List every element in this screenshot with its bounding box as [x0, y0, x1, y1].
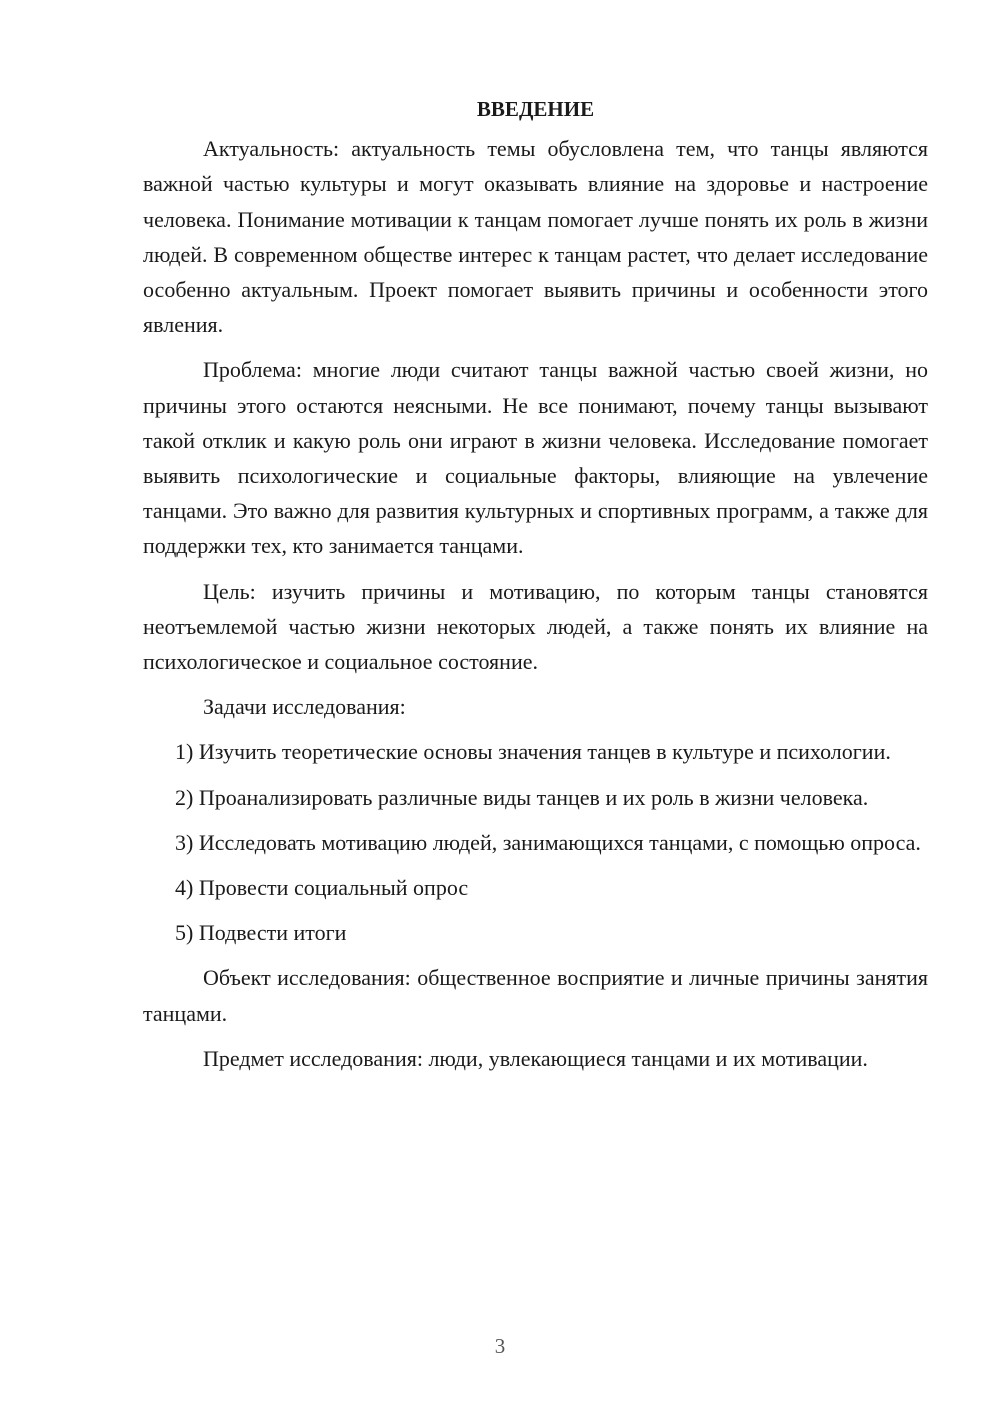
task-item: 3) Исследовать мотивацию людей, занимающихся танцами, с помощью опроса.	[175, 829, 921, 855]
task-item: 5) Подвести итоги	[175, 920, 347, 946]
task-item: 4) Провести социальный опрос	[175, 875, 469, 901]
section-title: ВВЕДЕНИЕ	[476, 97, 595, 121]
relevance-paragraph: Актуальность: актуальность темы обусловлена тем, что танцы являются важной частью культуры и могут оказывать влияние на здоровье и настроение человека. Понимание мотивации к танцам помогает лучше понять их роль в жизни людей. В современном обществе интерес к танцам растет, что делает исследование особенно актуальным. Проект помогает выявить причины и особенности этого явления.	[143, 136, 928, 338]
object-paragraph: Объект исследования: общественное восприятие и личные причины занятия танцами.	[143, 965, 928, 1026]
subject-paragraph: Предмет исследования: люди, увлекающиеся танцами и их мотивации.	[203, 1045, 868, 1071]
task-item: 1) Изучить теоретические основы значения танцев в культуре и психологии.	[175, 739, 891, 765]
problem-paragraph: Проблема: многие люди считают танцы важной частью своей жизни, но причины этого остаются неясными. Не все понимают, почему танцы вызывают такой отклик и какую роль они играют в жизни человека. Исследование помогает выявить психологические и социальные факторы, влияющие на увлечение танцами. Это важно для развития культурных и спортивных программ, а также для поддержки тех, кто занимается танцами.	[143, 357, 928, 559]
task-item: 2) Проанализировать различные виды танцев и их роль в жизни человека.	[175, 784, 869, 810]
page-number: 3	[494, 1334, 506, 1358]
document-page	[143, 92, 928, 1086]
goal-paragraph: Цель: изучить причины и мотивацию, по которым танцы становятся неотъемлемой частью жизни некоторых людей, а также понять их влияние на психологическое и социальное состояние.	[143, 578, 928, 675]
tasks-heading: Задачи исследования:	[203, 694, 406, 720]
